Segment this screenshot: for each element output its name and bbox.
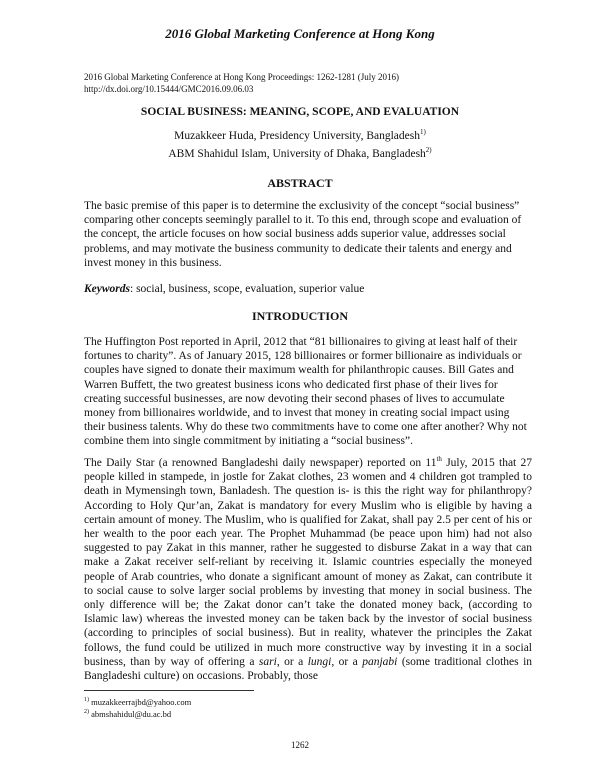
p2-text-a: The Daily Star (a renowned Bangladeshi daily newspaper) reported on 11: [84, 457, 437, 469]
introduction-paragraph-1: The Huffington Post reported in April, 2012 that “81 billionaires to giving at least half of their fortunes to charity”. As of January 2015, 128 billionaires or former billionaire as individuals or couples have signed to donate their maximum wealth for philanthropic causes. Bill Gates and Warren Buffett, the two greatest business icons who dedicated first phase of their lives for creating successful businesses, are now devoting their second phases of lives to accumulate money from billionaires worldwide, and to invest that money in creating social impact using their business talents. Why do these two commitments have to come one after another? Why not combine them into single commitment by initiating a “social business”.: [84, 336, 527, 448]
p2-text-c: , or a: [276, 655, 308, 668]
conference-header: 2016 Global Marketing Conference at Hong Kong: [165, 26, 435, 41]
footnote-2: [84, 709, 171, 720]
author-1-text: Muzakkeer Huda, Presidency University, Bangladesh: [174, 130, 420, 142]
p2-italic-sari: sari: [258, 655, 277, 668]
p2-italic-lungi: lungi: [307, 655, 332, 668]
paper-title: SOCIAL BUSINESS: MEANING, SCOPE, AND EVALUATION: [140, 106, 460, 118]
p2-italic-panjabi: panjabi: [362, 655, 398, 668]
doi-link[interactable]: http://dx.doi.org/10.15444/GMC2016.09.06.03: [84, 84, 254, 94]
publication-meta: [84, 71, 399, 95]
keywords-text: : social, business, scope, evaluation, superior value: [130, 283, 365, 295]
footnote-1-mark: 1): [84, 697, 89, 704]
page-number: 1262: [291, 740, 309, 750]
footnote-2-email[interactable]: abmshahidul@du.ac.bd: [89, 709, 172, 719]
introduction-paragraph-2: [84, 456, 532, 683]
abstract-heading: ABSTRACT: [267, 176, 333, 190]
keywords: [84, 282, 532, 296]
author-1: [0, 130, 600, 142]
introduction-heading: INTRODUCTION: [251, 309, 348, 323]
author-2-mark: 2): [425, 146, 432, 155]
footnote-1: [84, 697, 191, 708]
p2-text-d: , or a: [331, 655, 363, 668]
footnote-1-email[interactable]: muzakkeerrajbd@yahoo.com: [89, 697, 192, 707]
footnote-divider: [84, 690, 254, 691]
keywords-label: Keywords: [84, 283, 130, 295]
author-2: [0, 148, 600, 160]
footnote-2-mark: 2): [84, 709, 89, 716]
author-2-text: ABM Shahidul Islam, University of Dhaka, Bangladesh: [168, 148, 426, 160]
p2-text-b: July, 2015 that 27 people killed in stampede, in jostle for Zakat clothes, 23 women and 4 children got trampled to death in Mymensingh town, Banladesh. The question is- is this the right way for philanthropy? According to Holy Qur’an, Zakat is mandatory for every Muslim who is eligible by having a certain amount of money. The Muslim, who is qualified for Zakat, shall pay 2.5 per cent of his or her wealth to the poor each year. The Prophet Muhammad (be peace upon him) had not also suggested to pay Zakat in this manner, rather he suggested to disburse Zakat in a way that can make a Zakat receiver self-reliant by receiving it. Islamic countries especially the moneyed people of Arab countries, who donate a significant amount of money as Zakat, can contribute it to social cause to solve larger social problems by investing that money in social business. The only difference will be; the Zakat donor can’t take the donated money back, (according to Islamic law) whereas the invested money can be taken back by the investor of social business (according to principles of social business). But in reality, whatever the principles the Zakat follows, the fund could be utilized in much more constructive way by investing it in a social business, than by way of offering a: [84, 457, 532, 668]
abstract-text: The basic premise of this paper is to determine the exclusivity of the concept “social business” comparing other concepts seemingly parallel to it. To this end, through scope and evaluation of the concept, the article focuses on how social business adds superior value, addresses social problems, and may motivate the business community to dedicate their talents and energy and invest money in this business.: [84, 200, 522, 269]
p2-superscript: th: [436, 455, 442, 464]
p2-text-e: (some traditional clothes in Bangladeshi culture) on occasions. Probably, those: [84, 655, 533, 683]
proceedings-line: 2016 Global Marketing Conference at Hong Kong Proceedings: 1262-1281 (July 2016): [84, 72, 399, 82]
author-1-mark: 1): [419, 128, 426, 137]
